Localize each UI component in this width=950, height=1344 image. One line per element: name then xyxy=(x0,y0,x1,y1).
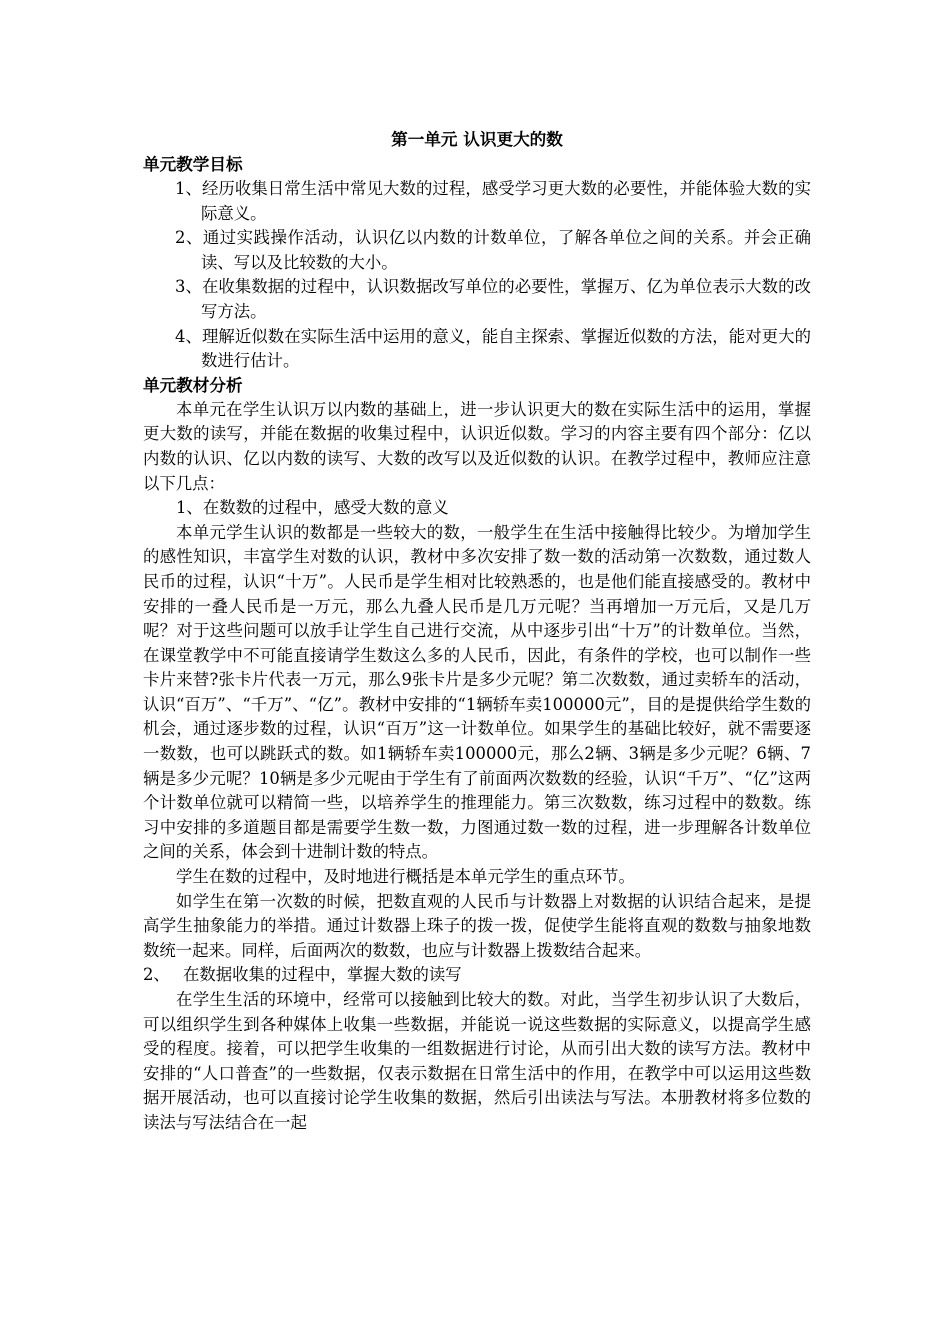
goals-heading: 单元教学目标 xyxy=(143,155,243,174)
point1-example: 如学生在第一次数的时候，把数直观的人民币与计数器上对数据的认识结合起来，是提高学生抽象能力的举措。通过计数器上珠子的拨一拨，促使学生能将直观的数数与抽象地数数统一起来。同样，后面两次的数数，也应与计数器上拨数结合起来。 xyxy=(143,891,811,960)
goal-item: 3、在收集数据的过程中，认识数据改写单位的必要性，掌握万、亿为单位表示大数的改写方法。 xyxy=(175,277,811,321)
point2-text: 在数据收集的过程中，掌握大数的读写 xyxy=(183,965,462,985)
goal-item: 4、理解近似数在实际生活中运用的意义，能自主探索、掌握近似数的方法，能对更大的数进行估计。 xyxy=(175,326,811,371)
point2-body: 在学生生活的环境中，经常可以接触到比较大的数。对此，当学生初步认识了大数后，可以组织学生到各种媒体上收集一些数据，并能说一说这些数据的实际意义，以提高学生感受的程度。接着，可以把学生收集的一组数据进行讨论，从而引出大数的读写方法。教材中安排的“人口普查”的一些数据，仅表示数据在日常生活中的作用，在教学中可以运用这些数据开展活动，也可以直接讨论学生收集的数据，然后引出读法与写法。本册教材将多位数的读法与写法结合在一起 xyxy=(143,990,811,1132)
point1-title: 1、在数数的过程中，感受大数的意义 xyxy=(176,498,449,518)
intro-paragraph: 本单元在学生认识万以内数的基础上，进一步认识更大的数在实际生活中的运用，掌握更大数的读写，并能在数据的收集过程中，认识近似数。学习的内容主要有四个部分：亿以内数的认识、亿以内数的读写、大数的改写以及近似数的认识。在教学过程中，教师应注意以下几点： xyxy=(143,399,811,493)
document-title: 第一单元 认识更大的数 xyxy=(391,130,563,149)
point1-body: 本单元学生认识的数都是一些较大的数，一般学生在生活中接触得比较少。为增加学生的感性知识，丰富学生对数的认识，教材中多次安排了数一数的活动第一次数数，通过数人民币的过程，认识“十万”。人民币是学生相对比较熟悉的，也是他们能直接感受的。教材中安排的一叠人民币是一万元，那么九叠人民币是几万元呢？当再增加一万元后，又是几万呢？对于这些问题可以放手让学生自己进行交流，从中逐步引出“十万”的计数单位。当然，在课堂教学中不可能直接请学生数这么多的人民币，因此，有条件的学校，也可以制作一些卡片来替?张卡片代表一万元，那么9张卡片是多少元呢？第二次数数，通过卖轿车的活动，认识“百万”、“千万”、“亿”。教材中安排的“1辆轿车卖100000元”，目的是提供给学生数的机会，通过逐步数的过程，认识“百万”这一计数单位。如果学生的基础比较好，就不需要逐一数数，也可以跳跃式的数。如1辆轿车卖100000元，那么2辆、3辆是多少元呢？6辆、7辆是多少元呢？10辆是多少元呢由于学生有了前面两次数数的经验，认识“千万”、“亿”这两个计数单位就可以精简一些，以培养学生的推理能力。第三次数数，练习过程中的数数。练习中安排的多道题目都是需要学生数一数，力图通过数一数的过程，进一步理解各计数单位之间的关系，体会到十进制计数的特点。 xyxy=(143,522,811,862)
point2-number: 2、 xyxy=(143,965,170,985)
goal-item: 2、通过实践操作活动，认识亿以内数的计数单位，了解各单位之间的关系。并会正确读、写以及比较数的大小。 xyxy=(175,228,811,272)
point1-key: 学生在数的过程中，及时地进行概括是本单元学生的重点环节。 xyxy=(176,867,635,887)
document-page xyxy=(143,127,811,1136)
analysis-heading: 单元教材分析 xyxy=(143,375,243,395)
point2-title xyxy=(143,963,811,988)
goal-item: 1、经历收集日常生活中常见大数的过程，感受学习更大数的必要性，并能体验大数的实际意义。 xyxy=(175,179,811,223)
